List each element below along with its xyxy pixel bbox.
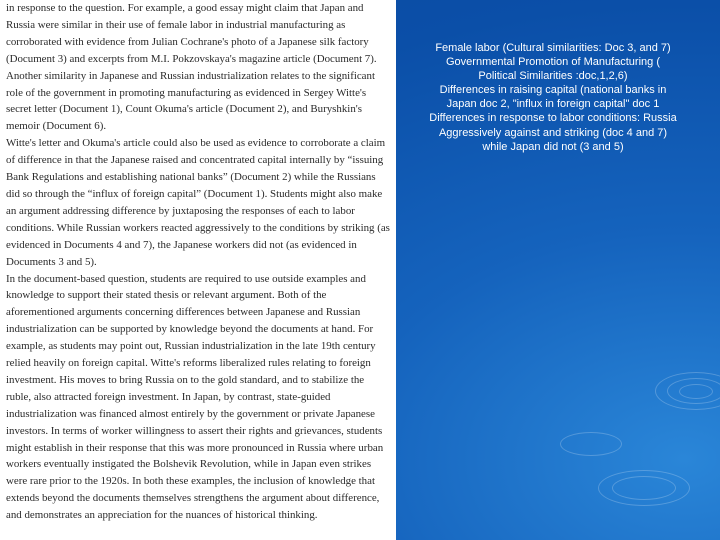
note-line: Female labor (Cultural similarities: Doc 3, and 7) <box>435 42 671 54</box>
note-line: Governmental Promotion of Manufacturing ( Political Similarities :doc,1,2,6) <box>446 56 660 83</box>
document-paragraph: in response to the question. For example, a good essay might claim that Japan and Russia were similar in their use of female labor in industrial manufacturing as corroborated with evidence from Julian Cochrane's photo of a Japanese silk factory (Document 3) and excerpts from M.I. Pokzovskaya's magazine article (Document 7). Another similarity in Japanese and Russian industrialization relates to the significant role of the government in promoting manufacturing as evidenced in Sergey Witte's secret letter (Document 1), Count Okuma's article (Document 2), and Buryshkin's memoir (Document 6). <box>6 2 377 133</box>
document-paragraph: In the document-based question, students are required to use outside examples and knowledge to support their stated thesis or relevant argument. Both of the aforementioned arguments concerning differences between Japanese and Russian industrialization can be supported by knowledge beyond the documents at hand. For example, as students may point out, Russian industrialization in the late 19th century relied heavily on foreign capital. Witte's reforms liberalized rules relating to foreign investment. His moves to bring Russia on to the gold standard, and to stabilize the ruble, also attracted foreign investment. In Japan, by contrast, state-guided industrialization was financed almost entirely by the government or private Japanese investors. In terms of worker willingness to assert their rights and grievances, students might establish in their response that this was more pronounced in Russia where urban workers eventually instigated the Bolshevik Revolution, while in Japan even strikes were rare prior to the 1920s. In both these examples, the inclusion of knowledge that extends beyond the documents themselves strengthens the argument about difference, and demonstrates an appreciation for the nuances of historical thinking. <box>6 272 384 522</box>
document-paragraph: Witte's letter and Okuma's article could also be used as evidence to corroborate a claim of difference in that the Japanese raised and concentrated capital internally by “issuing Bank Regulations and establishing national banks” (Document 2) while the Russians did so through the “influx of foreign capital” (Document 1). Students might also make an argument addressing difference by juxtaposing the responses of each to labor conditions. While Russian workers reacted aggressively to the conditions by striking (as evidenced in Documents 4 and 7), the Japanese workers did not (as evidenced in Documents 3 and 5). <box>6 137 390 268</box>
water-ripple-decoration <box>679 384 713 399</box>
note-line: Differences in response to labor conditions: Russia Aggressively against and striking (doc 4 and 7) while Japan did not (3 and 5) <box>429 112 677 153</box>
water-ripple-decoration <box>560 432 622 456</box>
summary-notes <box>426 41 680 154</box>
note-line: Differences in raising capital (national banks in Japan doc 2, "influx in foreign capital" doc 1 <box>439 84 667 111</box>
water-ripple-decoration <box>612 476 676 500</box>
